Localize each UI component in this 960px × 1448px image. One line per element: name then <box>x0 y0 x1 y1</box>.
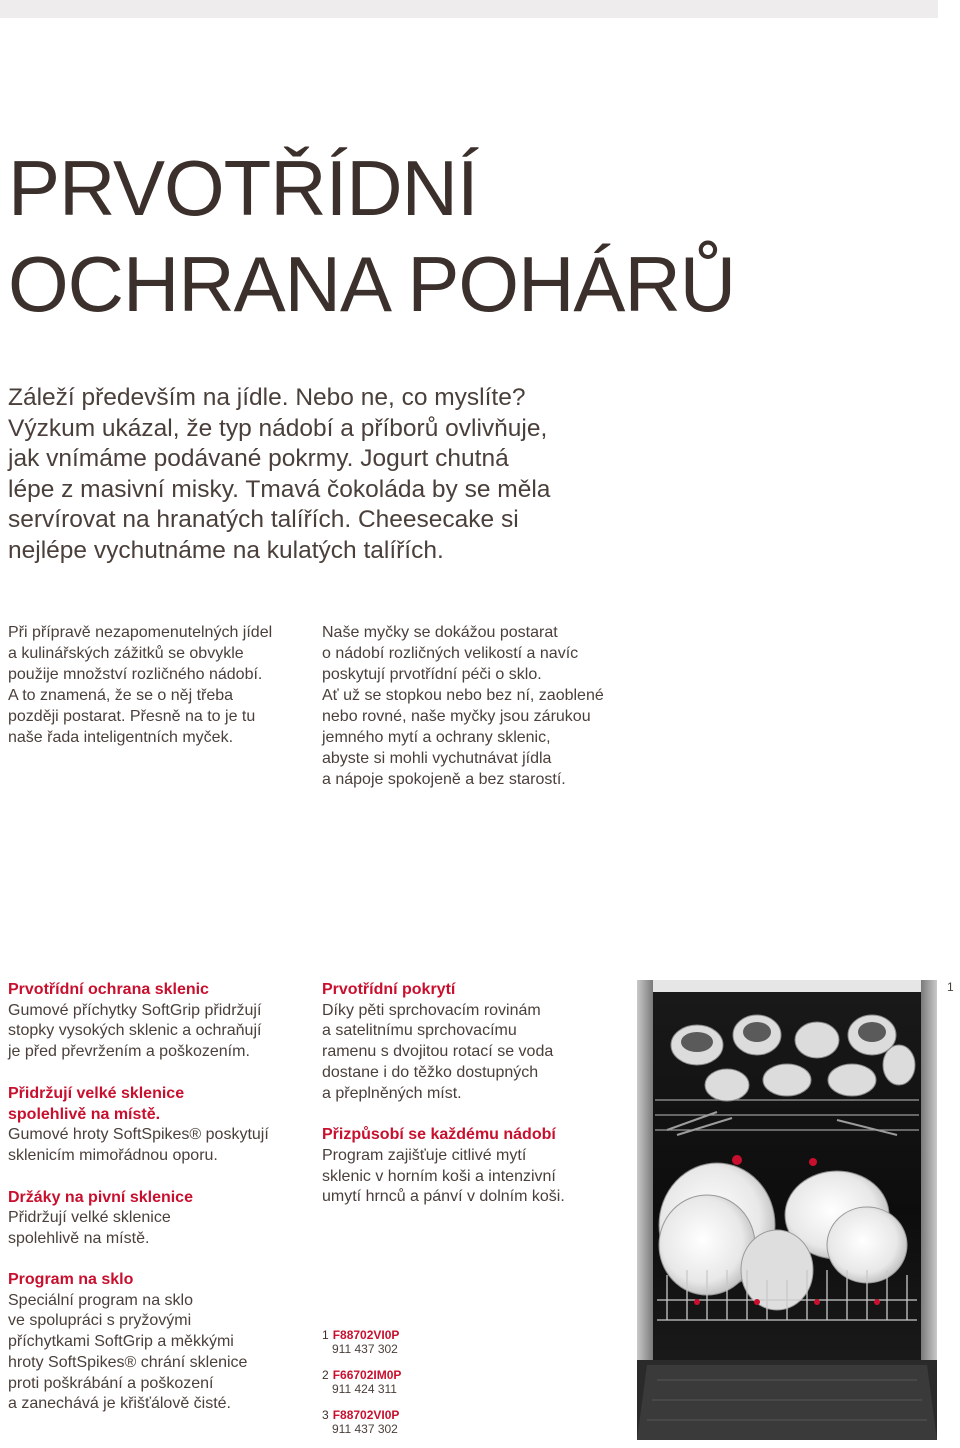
lead-paragraph <box>8 383 568 566</box>
feature-text: hroty SoftSpikes® chrání sklenice <box>8 1353 248 1371</box>
feature-coverage <box>322 980 622 1104</box>
features-right-column <box>322 980 622 1208</box>
feature-heading: Prvotřídní pokrytí <box>322 981 456 998</box>
feature-text: Speciální program na sklo <box>8 1291 193 1309</box>
intro-line: a kulinářských zážitků se obvykle <box>8 645 244 662</box>
feature-text: je před převržením a poškozením. <box>8 1043 250 1061</box>
intro-right-paragraph <box>322 622 622 790</box>
model-sku: 911 437 302 <box>332 1342 398 1356</box>
lead-line: servírovat na hranatých talířích. Cheesecake si <box>8 506 519 533</box>
feature-adapts-dishes <box>322 1125 622 1208</box>
intro-line: poskytují prvotřídní péči o sklo. <box>322 666 542 683</box>
feature-text: Gumové hroty SoftSpikes® poskytují <box>8 1126 269 1144</box>
title-line-1: PRVOTŘÍDNÍ <box>8 144 478 232</box>
lead-line: jak vnímáme podávané pokrmy. Jogurt chutná <box>8 445 509 472</box>
feature-heading: Přizpůsobí se každému nádobí <box>322 1126 556 1144</box>
features-left-column <box>8 980 308 1250</box>
model-item <box>322 1328 572 1356</box>
lead-line: Výzkum ukázal, že typ nádobí a příborů ovlivňuje, <box>8 414 548 442</box>
feature-heading: Program na sklo <box>8 1271 134 1288</box>
page-title <box>8 140 908 332</box>
feature-text: Gumové příchytky SoftGrip přidržují <box>8 1001 262 1019</box>
feature-text: sklenicím mimořádnou oporu. <box>8 1146 218 1164</box>
feature-heading: spolehlivě na místě. <box>8 1105 161 1123</box>
feature-large-glasses <box>8 1084 308 1167</box>
feature-text: ramenu s dvojitou rotací se voda <box>322 1043 554 1061</box>
intro-line: a nápoje spokojeně a bez starostí. <box>322 771 566 788</box>
lead-line: nejlépe vychutnáme na kulatých talířích. <box>8 536 444 564</box>
feature-text: příchytkami SoftGrip a měkkými <box>8 1333 234 1351</box>
feature-text: sklenic v horním koši a intenzivní <box>322 1167 556 1185</box>
image-number-label: 1 <box>947 980 954 994</box>
feature-text: Přidržují velké sklenice <box>8 1209 171 1227</box>
model-code: F88702VI0P <box>332 1408 400 1422</box>
intro-line: jemného mytí a ochrany sklenic, <box>322 729 551 746</box>
intro-line: později postarat. Přesně na to je tu <box>8 708 256 725</box>
model-list <box>322 1328 572 1448</box>
intro-line: Ať už se stopkou nebo bez ní, zaoblené <box>322 687 604 704</box>
feature-text: a satelitnímu sprchovacímu <box>322 1022 517 1040</box>
intro-line: naše řada inteligentních myček. <box>8 729 234 746</box>
model-sku: 911 424 311 <box>332 1382 397 1396</box>
model-item <box>322 1408 572 1436</box>
model-number: 1 <box>322 1328 329 1342</box>
top-header-bar <box>0 0 938 18</box>
feature-text: dostane i do těžko dostupných <box>322 1063 539 1081</box>
feature-heading: Přidržují velké sklenice <box>8 1084 185 1102</box>
model-code: F88702VI0P <box>332 1328 400 1342</box>
feature-heading: Prvotřídní ochrana sklenic <box>8 981 209 998</box>
feature-beer-glass-holders <box>8 1188 308 1250</box>
lead-line: lépe z masivní misky. Tmavá čokoláda by se měla <box>8 475 551 503</box>
title-line-2: OCHRANA POHÁRŮ <box>8 240 736 328</box>
intro-line: použije množství rozličného nádobí. <box>8 666 263 683</box>
model-code: F66702IM0P <box>332 1368 402 1382</box>
intro-line: Naše myčky se dokážou postarat <box>322 624 558 641</box>
feature-text: Díky pěti sprchovacím rovinám <box>322 1001 541 1019</box>
intro-line: nebo rovné, naše myčky jsou zárukou <box>322 708 591 725</box>
feature-glass-protection <box>8 980 308 1063</box>
feature-heading: Držáky na pivní sklenice <box>8 1188 193 1206</box>
feature-text: proti poškrábání a poškození <box>8 1374 214 1392</box>
model-item <box>322 1368 572 1396</box>
feature-text: umytí hrnců a pánví v dolním koši. <box>322 1188 565 1206</box>
model-sku: 911 437 302 <box>332 1422 398 1436</box>
model-number: 3 <box>322 1408 329 1422</box>
model-number: 2 <box>322 1368 329 1382</box>
feature-text: ve spolupráci s pryžovými <box>8 1312 192 1330</box>
intro-left-paragraph <box>8 622 298 748</box>
dishwasher-photo <box>637 980 937 1440</box>
feature-text: stopky vysokých sklenic a ochraňují <box>8 1022 262 1040</box>
intro-line: abyste si mohli vychutnávat jídla <box>322 750 552 767</box>
intro-line: A to znamená, že se o něj třeba <box>8 687 234 704</box>
feature-text: Program zajišťuje citlivé mytí <box>322 1146 527 1164</box>
lead-line: Záleží především na jídle. Nebo ne, co myslíte? <box>8 384 526 411</box>
feature-glass-program <box>8 1270 308 1415</box>
intro-line: o nádobí rozličných velikostí a navíc <box>322 645 579 662</box>
feature-text: a zanechává je křišťálově čisté. <box>8 1395 231 1413</box>
intro-line: Při přípravě nezapomenutelných jídel <box>8 624 273 641</box>
feature-text: spolehlivě na místě. <box>8 1230 150 1248</box>
feature-text: a přeplněných míst. <box>322 1084 462 1102</box>
